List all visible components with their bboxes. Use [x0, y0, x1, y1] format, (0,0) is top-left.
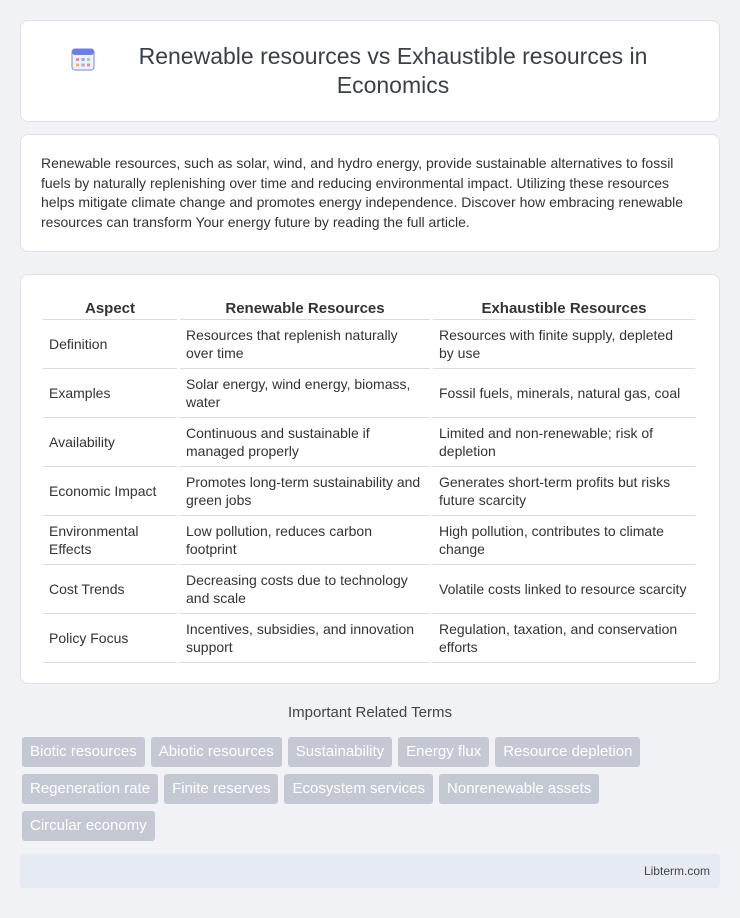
row-renewable: Low pollution, reduces carbon footprint: [180, 516, 430, 565]
header-aspect: Aspect: [43, 295, 177, 320]
header-exhaustible: Exhaustible Resources: [433, 295, 695, 320]
related-terms-title: Important Related Terms: [288, 704, 452, 721]
row-exhaustible: Fossil fuels, minerals, natural gas, coal: [433, 369, 695, 418]
related-term-tag[interactable]: Nonrenewable assets: [439, 774, 599, 804]
related-terms-list: [22, 737, 712, 841]
row-exhaustible: Volatile costs linked to resource scarcity: [433, 565, 695, 614]
table-row: [43, 565, 695, 614]
table-row: [43, 516, 695, 565]
intro-card: [20, 134, 720, 252]
row-aspect: Environmental Effects: [43, 516, 177, 565]
related-term-tag[interactable]: Regeneration rate: [22, 774, 158, 804]
row-renewable: Incentives, subsidies, and innovation support: [180, 614, 430, 663]
table-row: [43, 614, 695, 663]
table-row: [43, 418, 695, 467]
related-term-tag[interactable]: Energy flux: [398, 737, 489, 767]
row-aspect: Availability: [43, 418, 177, 467]
footer: [20, 854, 720, 888]
calendar-grid-icon: [70, 46, 96, 72]
row-aspect: Definition: [43, 320, 177, 369]
row-exhaustible: Regulation, taxation, and conservation efforts: [433, 614, 695, 663]
row-exhaustible: Limited and non-renewable; risk of depletion: [433, 418, 695, 467]
comparison-card: [20, 274, 720, 684]
related-term-tag[interactable]: Finite reserves: [164, 774, 278, 804]
row-renewable: Continuous and sustainable if managed properly: [180, 418, 430, 467]
header-renewable: Renewable Resources: [180, 295, 430, 320]
comparison-table: [40, 295, 698, 663]
table-row: [43, 467, 695, 516]
row-exhaustible: High pollution, contributes to climate change: [433, 516, 695, 565]
row-aspect: Policy Focus: [43, 614, 177, 663]
related-term-tag[interactable]: Abiotic resources: [151, 737, 282, 767]
row-aspect: Examples: [43, 369, 177, 418]
related-term-tag[interactable]: Resource depletion: [495, 737, 640, 767]
table-header-row: [43, 295, 695, 320]
row-renewable: Promotes long-term sustainability and green jobs: [180, 467, 430, 516]
row-renewable: Solar energy, wind energy, biomass, water: [180, 369, 430, 418]
related-term-tag[interactable]: Sustainability: [288, 737, 392, 767]
page-title: Renewable resources vs Exhaustible resources in Economics: [138, 43, 648, 98]
title-card: [20, 20, 720, 122]
row-aspect: Economic Impact: [43, 467, 177, 516]
row-aspect: Cost Trends: [43, 565, 177, 614]
row-renewable: Resources that replenish naturally over time: [180, 320, 430, 369]
row-exhaustible: Resources with finite supply, depleted by use: [433, 320, 695, 369]
title-wrap: [70, 42, 670, 100]
related-term-tag[interactable]: Ecosystem services: [284, 774, 433, 804]
row-renewable: Decreasing costs due to technology and scale: [180, 565, 430, 614]
table-row: [43, 369, 695, 418]
intro-paragraph: Renewable resources, such as solar, wind, and hydro energy, provide sustainable alternatives to fossil fuels by naturally replenishing over time and reducing environmental impact. Utilizing these resources helps mitigate climate change and promotes energy independence. Discover how embracing renewable resources can transform Your energy future by reading the full article.: [41, 155, 684, 230]
related-term-tag[interactable]: Circular economy: [22, 811, 155, 841]
related-term-tag[interactable]: Biotic resources: [22, 737, 145, 767]
footer-site-link[interactable]: Libterm.com: [643, 864, 710, 878]
table-row: [43, 320, 695, 369]
row-exhaustible: Generates short-term profits but risks future scarcity: [433, 467, 695, 516]
